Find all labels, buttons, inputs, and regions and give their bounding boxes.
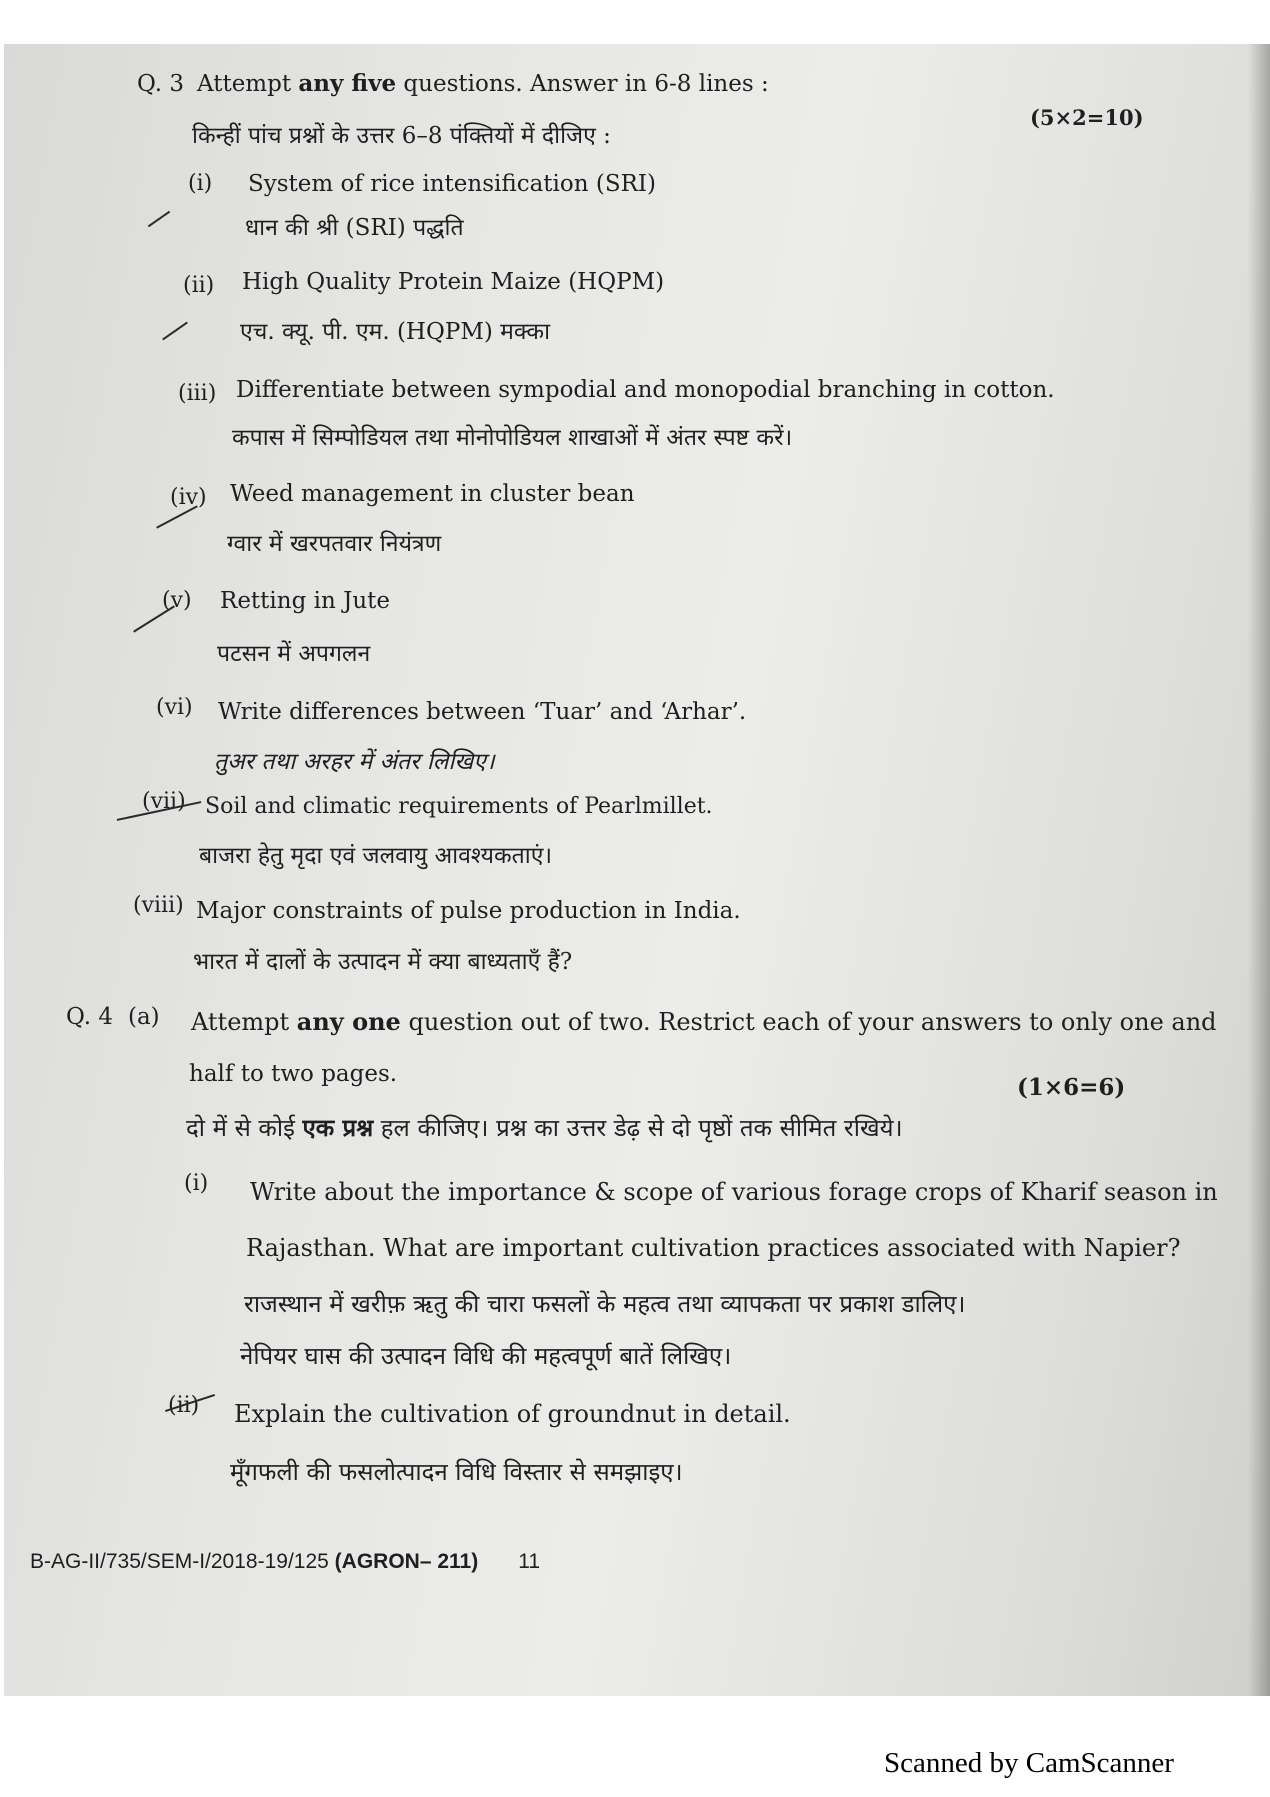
q4-ii-num: (ii) (168, 1393, 200, 1418)
course-code: (AGRON– 211) (334, 1550, 479, 1573)
q4-i-hi-line2: नेपियर घास की उत्पादन विधि की महत्वपूर्ण बातें लिखिए। (240, 1342, 732, 1370)
q3-instruction-post: questions. Answer in 6-8 lines : (396, 71, 769, 97)
page-number: 11 (518, 1550, 541, 1573)
q3-item-en: Differentiate between sympodial and monopodial branching in cotton. (236, 377, 1055, 403)
q3-item-hi: पटसन में अपगलन (217, 641, 371, 667)
q3-item-en: System of rice intensification (SRI) (248, 171, 656, 197)
q3-item-num: (viii) (133, 893, 184, 918)
q3-instruction (197, 70, 769, 98)
q3-item-num: (iii) (178, 381, 217, 406)
q4-hi-post: हल कीजिए। प्रश्न का उत्तर डेढ़ से दो पृष्ठों तक सीमित रखिये। (373, 1114, 903, 1142)
q4-i-num: (i) (184, 1171, 209, 1196)
q3-marks: (5×2=10) (1030, 105, 1144, 130)
q3-item-en: Write differences between ‘Tuar’ and ‘Arhar’. (218, 699, 747, 725)
q3-item-num: (ii) (183, 273, 215, 298)
q4-i-en-line1: Write about the importance & scope of various forage crops of Kharif season in (250, 1178, 1218, 1206)
q3-item-en: Weed management in cluster bean (230, 481, 635, 507)
q4-line1-bold: any one (296, 1007, 401, 1036)
q4-instruction-line1 (191, 1008, 1217, 1036)
q3-item-hi: धान की श्री (SRI) पद्धति (245, 215, 464, 241)
q3-item-hi: तुअर तथा अरहर में अंतर लिखिए। (214, 749, 495, 775)
q3-item-num: (vi) (156, 695, 193, 720)
q4-line1-post: question out of two. Restrict each of your answers to only one and (400, 1008, 1217, 1036)
q3-item-num: (v) (162, 588, 192, 613)
q3-item-hi: एच. क्यू. पी. एम. (HQPM) मक्का (240, 319, 551, 345)
q4-line1-pre: Attempt (191, 1008, 297, 1036)
paper-code: B-AG-II/735/SEM-I/2018-19/125 (30, 1550, 335, 1573)
q4-ii-hi: मूँगफली की फसलोत्पादन विधि विस्तार से समझाइए। (230, 1458, 683, 1486)
camscanner-watermark: Scanned by CamScanner (884, 1747, 1174, 1779)
q3-item-num: (vii) (142, 789, 186, 814)
q4-sub-label: (a) (128, 1004, 160, 1030)
paper-footer (30, 1550, 540, 1574)
q3-item-hi: भारत में दालों के उत्पादन में क्या बाध्यताएँ हैं? (193, 949, 573, 975)
q4-i-en-line2: Rajasthan. What are important cultivation practices associated with Napier? (246, 1234, 1181, 1262)
q4-i-hi-line1: राजस्थान में खरीफ़ ऋतु की चारा फसलों के महत्व तथा व्यापकता पर प्रकाश डालिए। (244, 1290, 966, 1318)
q3-item-en: Major constraints of pulse production in India. (196, 898, 741, 924)
q3-instruction-hindi: किन्हीं पांच प्रश्नों के उत्तर 6–8 पंक्तियों में दीजिए : (192, 123, 611, 149)
q3-instruction-pre: Attempt (197, 71, 299, 97)
q4-instruction-hindi (186, 1114, 903, 1142)
q3-item-en: High Quality Protein Maize (HQPM) (242, 269, 665, 295)
q4-marks: (1×6=6) (1017, 1074, 1126, 1101)
q3-label: Q. 3 (137, 71, 184, 97)
q3-item-num: (iv) (170, 485, 207, 510)
q4-hi-bold: एक प्रश्न (302, 1113, 374, 1142)
q4-instruction-line2: half to two pages. (189, 1061, 398, 1087)
q4-label: Q. 4 (66, 1004, 113, 1030)
q3-item-en: Retting in Jute (220, 588, 390, 614)
q3-item-hi: ग्वार में खरपतवार नियंत्रण (227, 531, 442, 557)
q4-hi-pre: दो में से कोई (186, 1114, 303, 1142)
q3-instruction-bold: any five (298, 70, 397, 97)
q3-item-en: Soil and climatic requirements of Pearlmillet. (205, 794, 713, 819)
q3-item-num: (i) (188, 171, 213, 196)
q4-ii-en: Explain the cultivation of groundnut in detail. (234, 1400, 791, 1428)
q3-item-hi: कपास में सिम्पोडियल तथा मोनोपोडियल शाखाओं में अंतर स्पष्ट करें। (232, 425, 793, 451)
q3-item-hi: बाजरा हेतु मृदा एवं जलवायु आवश्यकताएं। (199, 843, 553, 869)
